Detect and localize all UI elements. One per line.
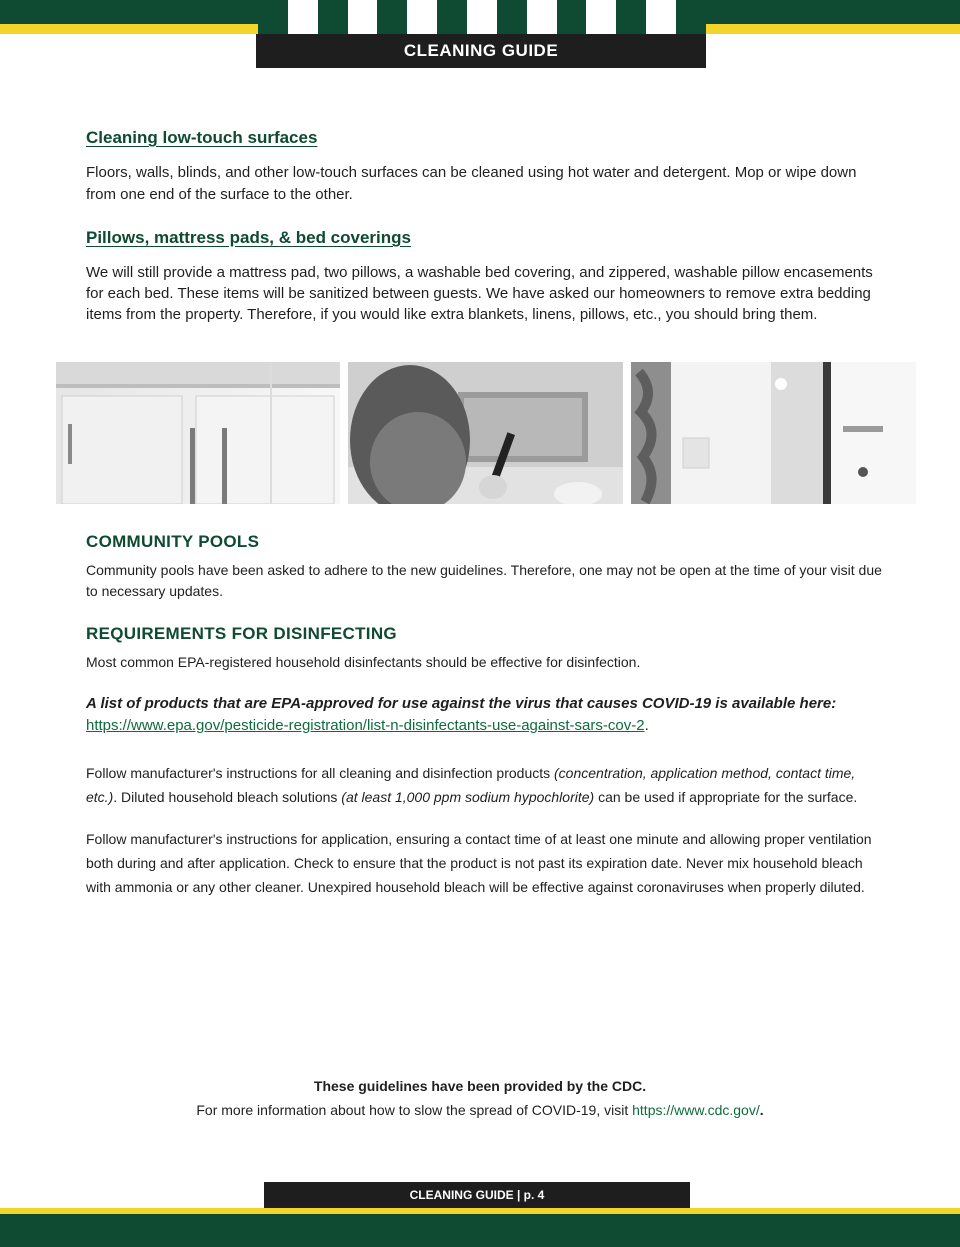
more-info-text: For more information about how to slow the spread of COVID-19, visit <box>196 1102 633 1118</box>
low-touch-body: Floors, walls, blinds, and other low-touch surfaces can be cleaned using hot water and detergent. Mop or wipe down from one end of the surface to the other. <box>86 164 857 203</box>
epa-link-period: . <box>644 717 649 734</box>
footer-bar: CLEANING GUIDE | p. 4 <box>264 1182 690 1208</box>
photo-strip <box>56 362 916 504</box>
top-yellow-left <box>0 24 258 34</box>
epa-link-line <box>86 715 886 737</box>
epa-link[interactable]: https://www.epa.gov/pesticide-registration/list-n-disinfectants-use-against-sars-cov-2 <box>86 717 645 734</box>
more-info-period: . <box>759 1102 764 1118</box>
header-title: CLEANING GUIDE <box>256 34 706 68</box>
para1-italic-d: (at least 1,000 ppm sodium hypochlorite) <box>341 789 595 805</box>
top-green-left <box>0 0 258 24</box>
top-green-right <box>706 0 960 24</box>
footer-note <box>0 1074 960 1122</box>
cabinet-photo <box>56 362 340 504</box>
disinfecting-intro: Most common EPA-registered household disinfectants should be effective for disinfection. <box>86 654 641 670</box>
para1-text-c: . Diluted household bleach solutions <box>113 789 342 805</box>
header-stripes <box>258 0 706 34</box>
pools-body: Community pools have been asked to adhere to the new guidelines. Therefore, one may not be open at the time of your visit due to necessary updates. <box>86 562 882 599</box>
disinfecting-heading: REQUIREMENTS FOR DISINFECTING <box>86 624 397 643</box>
upper-content <box>86 128 886 325</box>
pools-heading: COMMUNITY POOLS <box>86 532 260 551</box>
epa-note: A list of products that are EPA-approved for use against the virus that causes COVID-19 is available here: <box>86 695 837 712</box>
para1-italic-b: (concentration, application method, contact time, etc.) <box>86 765 856 805</box>
low-touch-heading: Cleaning low-touch surfaces <box>86 128 318 147</box>
pillows-body: We will still provide a mattress pad, two pillows, a washable bed covering, and zippered, washable pillow encasements for each bed. These items will be sanitized between guests. We have asked our homeowners to remove extra bedding items from the property. Therefore, if you would like extra blankets, linens, pillows, etc., you should bring them. <box>86 264 873 323</box>
door-handle-photo <box>631 362 916 504</box>
bottom-green <box>0 1214 960 1247</box>
bottom-band <box>0 1208 960 1247</box>
top-yellow-right <box>706 24 960 34</box>
cdc-link[interactable]: https://www.cdc.gov/ <box>632 1102 760 1118</box>
disinfecting-para1 <box>86 761 886 809</box>
pillows-heading: Pillows, mattress pads, & bed coverings <box>86 228 411 247</box>
more-info-line <box>0 1098 960 1122</box>
cdc-credit: These guidelines have been provided by the CDC. <box>313 1078 647 1094</box>
para1-text-a: Follow manufacturer's instructions for all cleaning and disinfection products <box>86 765 555 781</box>
lower-content <box>86 532 886 899</box>
para1-text-e: can be used if appropriate for the surface. <box>594 789 858 805</box>
disinfecting-para2: Follow manufacturer's instructions for application, ensuring a contact time of at least one minute and allowing proper ventilation both during and after application. Check to ensure that the product is not past its expiration date. Never mix household bleach with ammonia or any other cleaner. Unexpired household bleach will be effective against coronaviruses when properly diluted. <box>86 831 872 895</box>
woman-tv-remote-photo <box>348 362 623 504</box>
